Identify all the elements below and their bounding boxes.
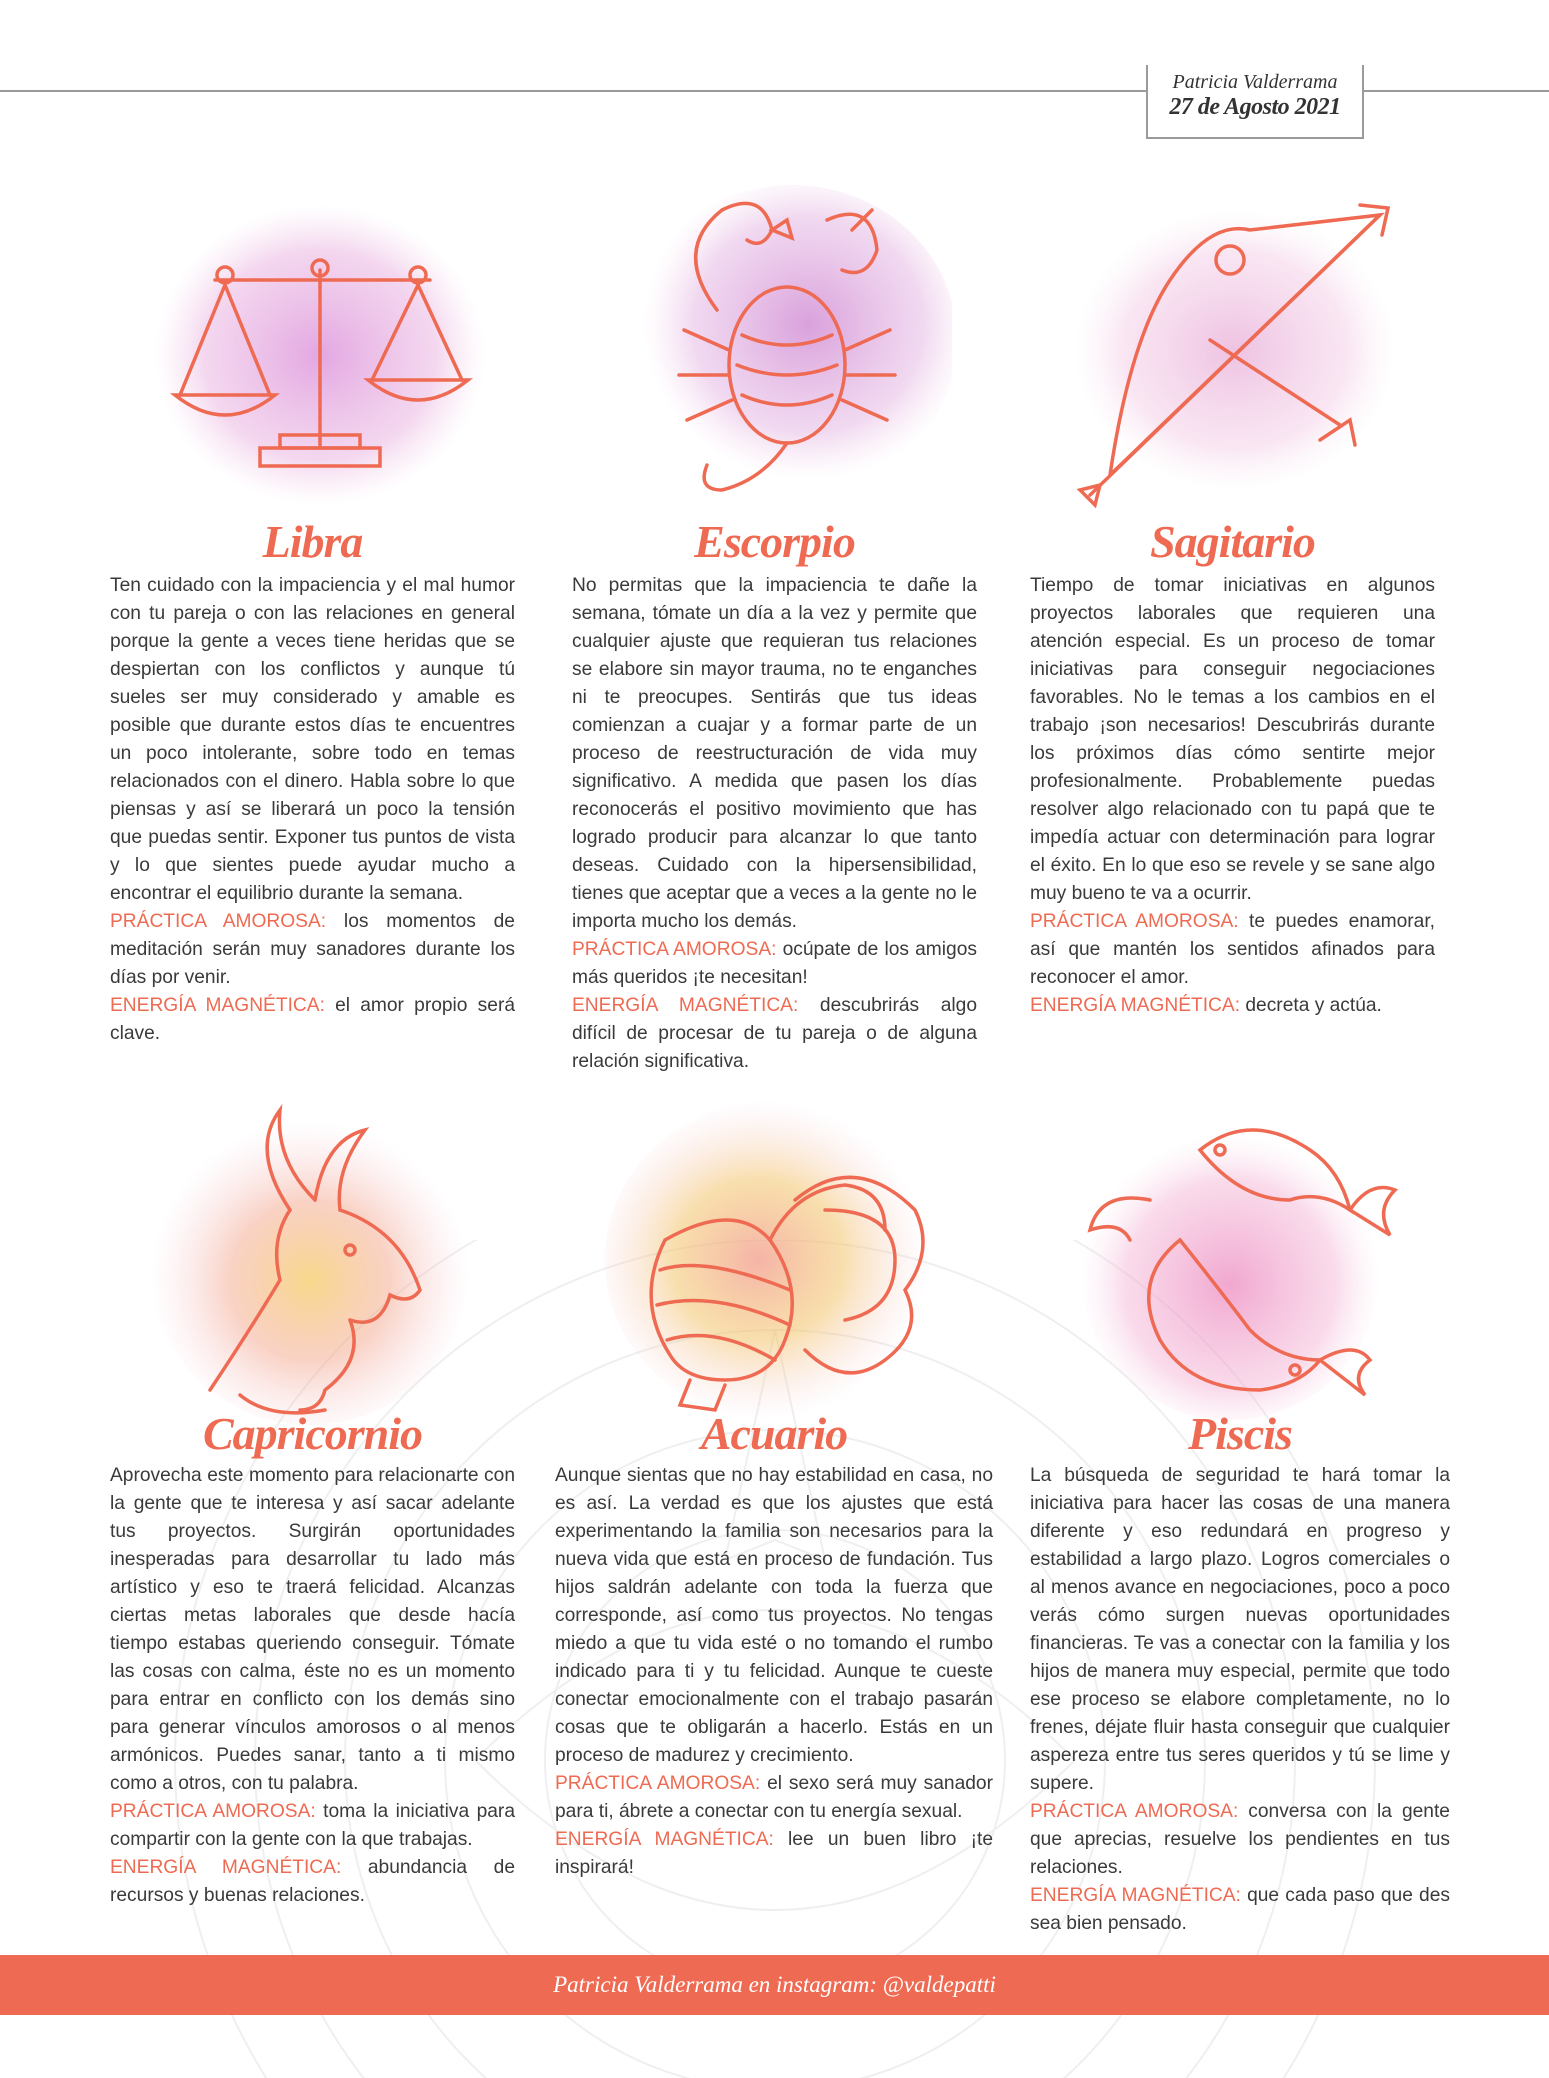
magnetic-energy	[1030, 1882, 1450, 1938]
sign-capricornio	[110, 1090, 515, 1950]
love-text: los momentos de meditación serán muy sanadores durante los días por venir.	[110, 911, 515, 988]
love-label: PRÁCTICA AMOROSA:	[1030, 911, 1239, 932]
scorpio-icon	[612, 160, 952, 510]
energy-label: ENERGÍA MAGNÉTICA:	[110, 995, 325, 1016]
pisces-icon	[1070, 1090, 1410, 1430]
love-practice	[572, 936, 977, 992]
magnetic-energy	[555, 1826, 993, 1882]
forecast-text: La búsqueda de seguridad te hará tomar la iniciativa para hacer las cosas de una manera diferente y eso redundará en progreso y estabilidad a largo plazo. Logros comerciales o al menos avance en negociaciones, poco a poco verás cómo surgen nuevas oportunidades financieras. Te vas a conectar con la familia y los hijos de manera muy especial, permite que todo ese proceso se elabore completamente, no lo frenes, déjate fluir hasta conseguir que cualquier aspereza entre tus seres queridos y tú se lime y supere.	[1030, 1465, 1450, 1794]
sagittarius-icon	[1070, 190, 1410, 510]
love-label: PRÁCTICA AMOROSA:	[555, 1773, 761, 1794]
sign-title-piscis: Piscis	[1188, 1408, 1292, 1459]
energy-label: ENERGÍA MAGNÉTICA:	[1030, 1885, 1241, 1906]
energy-label: ENERGÍA MAGNÉTICA:	[1030, 995, 1241, 1016]
energy-label: ENERGÍA MAGNÉTICA:	[555, 1829, 774, 1850]
sign-text-capricornio	[110, 1462, 515, 1910]
love-practice	[110, 1798, 515, 1854]
love-practice	[110, 908, 515, 992]
sign-text-escorpio	[572, 572, 977, 1076]
love-text: te puedes enamorar, así que mantén los sentidos afinados para reconocer el amor.	[1030, 911, 1435, 988]
capricorn-icon	[150, 1090, 490, 1430]
energy-text: abundancia de recursos y buenas relaciones.	[110, 1857, 516, 1906]
love-text: conversa con la gente que aprecias, resuelve los pendientes en tus relaciones.	[1030, 1801, 1450, 1878]
love-practice	[1030, 908, 1435, 992]
sign-title-sagitario: Sagitario	[1150, 516, 1315, 567]
instagram-credit: Patricia Valderrama en instagram: @valdepatti	[553, 1972, 996, 1997]
energy-text: lee un buen libro ¡te inspirará!	[555, 1829, 994, 1878]
magnetic-energy	[110, 1854, 515, 1910]
love-text: el sexo será muy sanador para ti, ábrete a conectar con tu energía sexual.	[555, 1773, 993, 1822]
author-name: Patricia Valderrama	[1172, 71, 1338, 93]
forecast-text: Aunque sientas que no hay estabilidad en casa, no es así. La verdad es que los ajustes que está experimentando la familia son necesarios para la nueva vida que está en proceso de fundación. Tus hijos saldrán adelante con toda la fuerza que corresponde, así como tus proyectos. No tengas miedo a que tu vida esté o no tomando el rumbo indicado para ti y tu felicidad. Aunque te cueste conectar emocionalmente con el trabajo pasarán cosas que te obligarán a hacerlo. Estás en un proceso de madurez y crecimiento.	[555, 1465, 993, 1766]
magnetic-energy	[572, 992, 977, 1076]
footer-bar	[0, 1955, 1549, 2015]
aquarius-icon	[595, 1090, 955, 1430]
sign-escorpio	[572, 160, 977, 1080]
forecast-text: Aprovecha este momento para relacionarte con la gente que te interesa y así sacar adelante tus proyectos. Surgirán oportunidades inesperadas para desarrollar tu lado más artístico y eso te traerá felicidad. Alcanzas ciertas metas laborales que desde hacía tiempo estabas queriendo conseguir. Tómate las cosas con calma, éste no es un momento para entrar en conflicto con los demás sino para generar vínculos amorosos o al menos armónicos. Puedes sanar, tanto a ti mismo como a otros, con tu palabra.	[110, 1465, 515, 1794]
energy-text: decreta y actúa.	[1240, 995, 1382, 1016]
sign-sagitario	[1030, 160, 1435, 1060]
forecast-text: No permitas que la impaciencia te dañe la semana, tómate un día a la vez y permite que cualquier ajuste que requieran tus relaciones se elabore sin mayor trauma, no te enganches ni te preocupes. Sentirás que tus ideas comienzan a cuajar y a formar parte de un proceso de reestructuración de vida muy significativo. A medida que pasen los días reconocerás el positivo movimiento que has logrado producir para alcanzar lo que tanto deseas. Cuidado con la hipersensibilidad, tienes que aceptar que a veces a la gente no le importa mucho los demás.	[572, 575, 977, 932]
love-practice	[555, 1770, 993, 1826]
sign-text-libra	[110, 572, 515, 1048]
love-label: PRÁCTICA AMOROSA:	[1030, 1801, 1239, 1822]
sign-text-acuario	[555, 1462, 993, 1882]
sign-text-piscis	[1030, 1462, 1450, 1938]
sign-libra	[110, 160, 515, 1060]
libra-icon	[150, 180, 490, 520]
sign-piscis	[1030, 1090, 1450, 1950]
forecast-text: Ten cuidado con la impaciencia y el mal humor con tu pareja o con las relaciones en general porque la gente a veces tiene heridas que se despiertan con los conflictos y aunque tú sueles ser muy considerado y amable es posible que durante estos días te encuentres un poco intolerante, sobre todo en temas relacionados con el dinero. Habla sobre lo que piensas y así se liberará un poco la tensión que puedas sentir. Exponer tus puntos de vista y lo que sientes puede ayudar mucho a encontrar el equilibrio durante la semana.	[110, 575, 515, 904]
sign-acuario	[555, 1090, 993, 1950]
energy-text: el amor propio será clave.	[110, 995, 516, 1044]
sign-text-sagitario	[1030, 572, 1435, 1020]
love-text: toma la iniciativa para compartir con la gente con la que trabajas.	[110, 1801, 515, 1850]
energy-label: ENERGÍA MAGNÉTICA:	[110, 1857, 342, 1878]
forecast-text: Tiempo de tomar iniciativas en algunos proyectos laborales que requieren una atención especial. Es un proceso de tomar iniciativas para conseguir negociaciones favorables. No le temas a los cambios en el trabajo ¡son necesarios! Descubrirás durante los próximos días cómo sentirte mejor profesionalmente. Probablemente puedas resolver algo relacionado con tu papá que te impedía actuar con determinación para lograr el éxito. En lo que eso se revele y se sane algo muy bueno te va a ocurrir.	[1030, 575, 1435, 904]
energy-text: que cada paso que des sea bien pensado.	[1030, 1885, 1450, 1934]
energy-label: ENERGÍA MAGNÉTICA:	[572, 995, 799, 1016]
magnetic-energy	[110, 992, 515, 1048]
sign-title-libra: Libra	[262, 516, 363, 567]
sign-title-capricornio: Capricornio	[202, 1408, 423, 1459]
issue-date: 27 de Agosto 2021	[1169, 94, 1341, 120]
magnetic-energy	[1030, 992, 1435, 1020]
love-practice	[1030, 1798, 1450, 1882]
love-text: ocúpate de los amigos más queridos ¡te necesitan!	[572, 939, 977, 988]
love-label: PRÁCTICA AMOROSA:	[110, 911, 327, 932]
energy-text: descubrirás algo difícil de procesar de tu pareja o de alguna relación significativa.	[572, 995, 977, 1072]
love-label: PRÁCTICA AMOROSA:	[110, 1801, 316, 1822]
sign-title-escorpio: Escorpio	[694, 516, 855, 567]
sign-title-acuario: Acuario	[700, 1408, 848, 1459]
header-box	[1146, 65, 1364, 139]
love-label: PRÁCTICA AMOROSA:	[572, 939, 777, 960]
